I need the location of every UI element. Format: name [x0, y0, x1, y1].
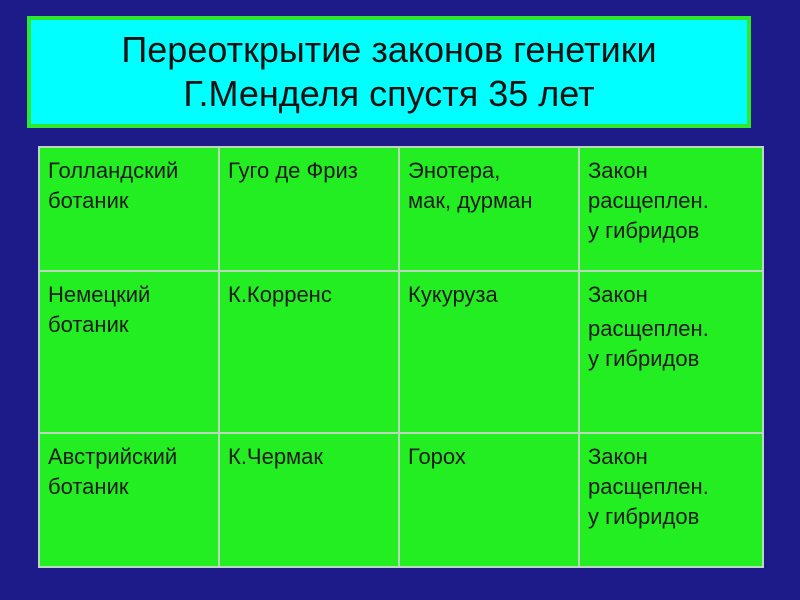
cell-text: расщеплен.: [588, 316, 709, 341]
cell-text: ботаник: [48, 312, 129, 337]
cell-text: расщеплен.: [588, 474, 709, 499]
cell-text: Закон: [588, 282, 648, 307]
cell-text: Закон: [588, 444, 648, 469]
cell-text: Закон: [588, 158, 648, 183]
title-line-2: Г.Менделя спустя 35 лет: [183, 73, 595, 114]
scientist-cell: [219, 433, 399, 567]
title-line-1: Переоткрытие законов генетики: [121, 29, 657, 70]
plant-cell: [399, 433, 579, 567]
cell-text: расщеплен.: [588, 188, 709, 213]
country-cell: [39, 147, 219, 271]
table-row: [39, 271, 763, 433]
title-box: [27, 16, 751, 128]
cell-text: ботаник: [48, 474, 129, 499]
law-cell: [579, 147, 763, 271]
scientist-cell: [219, 147, 399, 271]
cell-text: Гуго де Фриз: [228, 158, 358, 183]
cell-text: ботаник: [48, 188, 129, 213]
cell-text: Энотера,: [408, 158, 501, 183]
table-row: [39, 147, 763, 271]
cell-text: К.Корренс: [228, 282, 332, 307]
table-row: [39, 433, 763, 567]
cell-text: Горох: [408, 444, 466, 469]
country-cell: [39, 271, 219, 433]
cell-text: у гибридов: [588, 504, 700, 529]
scientist-cell: [219, 271, 399, 433]
plant-cell: [399, 271, 579, 433]
country-cell: [39, 433, 219, 567]
cell-text: К.Чермак: [228, 444, 324, 469]
cell-text: Кукуруза: [408, 282, 498, 307]
cell-text: мак, дурман: [408, 188, 533, 213]
cell-text: у гибридов: [588, 346, 700, 371]
cell-text: Немецкий: [48, 282, 151, 307]
rediscovery-table: [38, 146, 764, 568]
cell-text: Голландский: [48, 158, 179, 183]
law-cell: [579, 433, 763, 567]
plant-cell: [399, 147, 579, 271]
cell-text: Австрийский: [48, 444, 178, 469]
cell-text: у гибридов: [588, 218, 700, 243]
law-cell: [579, 271, 763, 433]
